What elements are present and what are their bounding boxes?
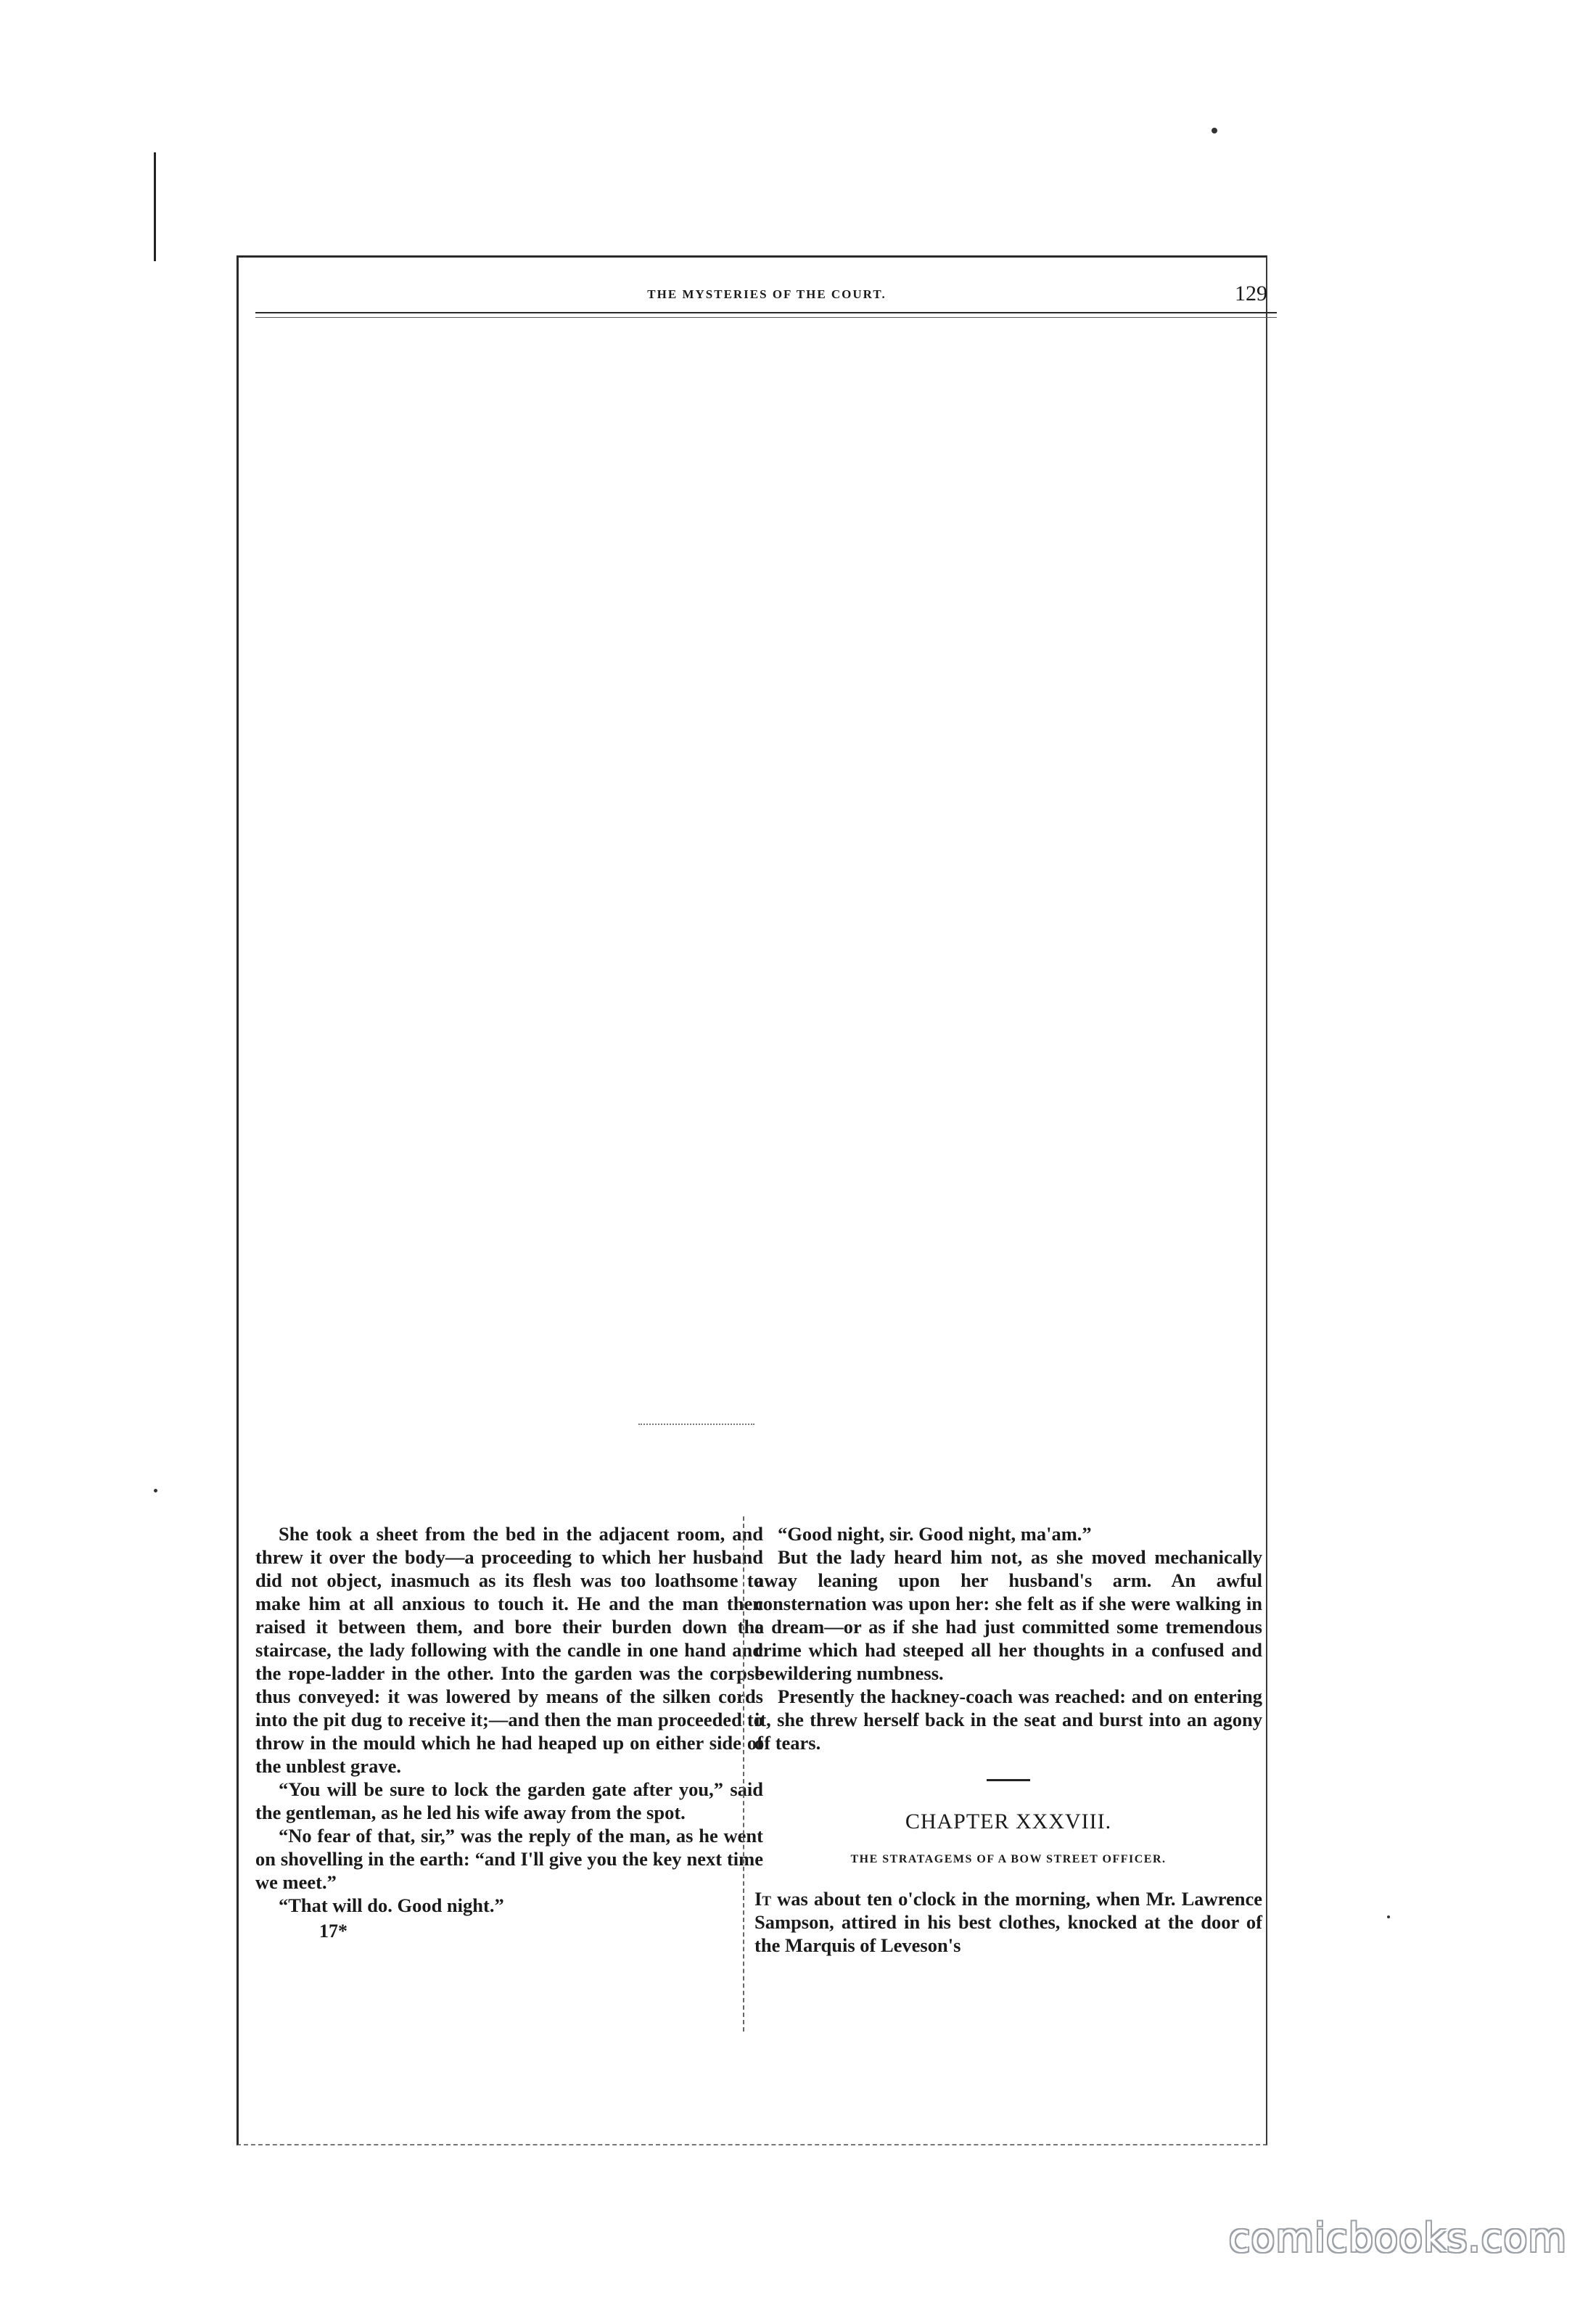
paragraph: But the lady heard him not, as she moved mechanically away leaning upon her husband's arm. An awful consternation was upon her: she felt as if she were walking in a dream—or as if she had just committed some tremendous crime which had steeped all her thoughts in a confused and bewildering numbness.: [754, 1546, 1262, 1684]
header-rule-thin: [255, 317, 1277, 318]
chapter-subtitle: THE STRATAGEMS OF A BOW STREET OFFICER.: [850, 1853, 1167, 1865]
chapter-opening-first-word: It: [754, 1888, 771, 1910]
page-number: 129: [1235, 282, 1267, 305]
paragraph: “No fear of that, sir,” was the reply of the man, as he went on shovelling in the earth: “and I'll give you the key next time we meet.”: [255, 1825, 763, 1893]
paragraph: “Good night, sir. Good night, ma'am.”: [778, 1523, 1092, 1545]
right-column: [754, 1522, 1262, 1957]
left-column: [255, 1522, 763, 1943]
printer-signature: 17*: [319, 1921, 347, 1942]
paragraph: “You will be sure to lock the garden gate after you,” said the gentleman, as he led his wife away from the spot.: [255, 1778, 763, 1823]
running-title: THE MYSTERIES OF THE COURT.: [647, 287, 887, 301]
scan-edge-mark: [154, 152, 156, 261]
running-header: [255, 284, 1278, 313]
scan-speck: [154, 1489, 157, 1492]
scan-speck: [1212, 128, 1217, 134]
watermark-logo: comicbooks.com: [1228, 2215, 1567, 2261]
chapter-separator-rule: [987, 1779, 1030, 1781]
column-divider: [743, 1516, 744, 2032]
chapter-title: CHAPTER XXXVIII.: [905, 1810, 1112, 1833]
chapter-opening-text: was about ten o'clock in the morning, when Mr. Lawrence Sampson, attired in his best clothes, knocked at the door of the Marquis of Leveson's: [754, 1888, 1262, 1956]
paragraph: Presently the hackney-coach was reached: and on entering it, she threw herself back in the seat and burst into an agony of tears.: [754, 1685, 1262, 1754]
scan-speck: [1387, 1915, 1390, 1918]
chapter-opening-paragraph: [754, 1887, 1262, 1957]
illustration-gap-mark: [638, 1424, 754, 1426]
paragraph: She took a sheet from the bed in the adjacent room, and threw it over the body—a proceeding to which her husband did not object, inasmuch as its flesh was too loathsome to make him at all anxious to touch it. He and the man then raised it between them, and bore their burden down the staircase, the lady following with the candle in one hand and the rope-ladder in the other. Into the garden was the corpse thus conveyed: it was lowered by means of the silken cords into the pit dug to receive it;—and then the man proceeded to throw in the mould which he had heaped up on either side of the unblest grave.: [255, 1523, 763, 1777]
paragraph: “That will do. Good night.”: [279, 1894, 504, 1916]
header-rule: [255, 312, 1277, 313]
